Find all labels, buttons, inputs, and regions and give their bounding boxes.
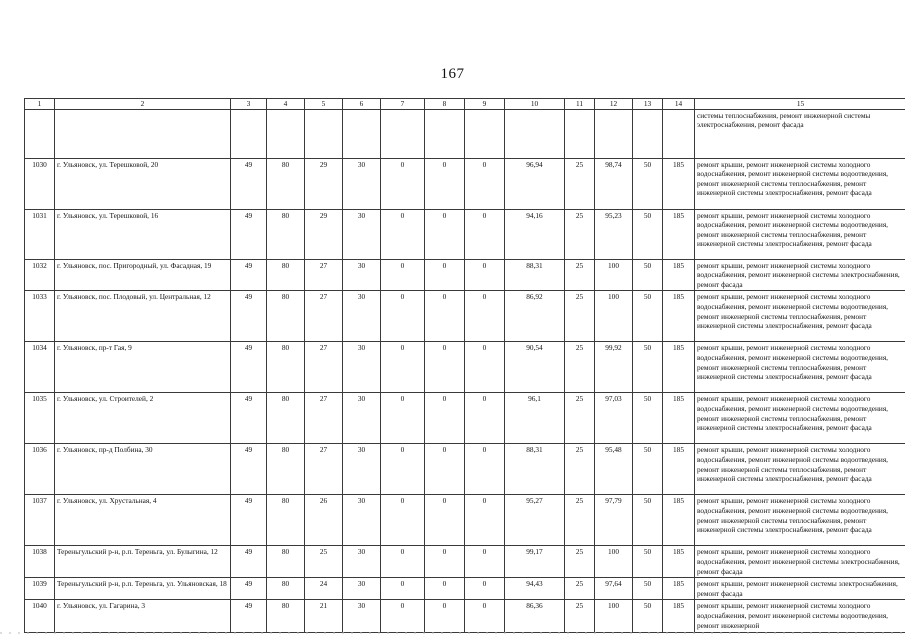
value-cell: 50 [633, 209, 663, 259]
value-cell: 27 [305, 393, 343, 444]
value-cell: 0 [425, 259, 465, 291]
value-cell: 185 [663, 393, 695, 444]
row-number: 1035 [25, 393, 55, 444]
value-cell: 0 [465, 291, 505, 342]
row-number: 1034 [25, 342, 55, 393]
value-cell: 0 [425, 291, 465, 342]
value-cell: 97,64 [595, 578, 633, 600]
value-cell: 49 [231, 259, 267, 291]
row-number: 1038 [25, 546, 55, 578]
work-list: ремонт крыши, ремонт инженерной системы холодного водоснабжения, ремонт инженерной системы электроснабжения, ремонт фасада [695, 259, 905, 291]
value-cell: 100 [595, 600, 633, 633]
row-number: 1030 [25, 158, 55, 209]
table-row [25, 600, 905, 633]
value-cell: 0 [381, 291, 425, 342]
value-cell: 97,79 [595, 495, 633, 546]
row-number: 1031 [25, 209, 55, 259]
value-cell: 80 [267, 393, 305, 444]
value-cell: 25 [305, 546, 343, 578]
value-cell: 50 [633, 259, 663, 291]
row-number: 1039 [25, 578, 55, 600]
work-list: ремонт крыши, ремонт инженерной системы холодного водоснабжения, ремонт инженерной системы водоотведения, ремонт инженерной [695, 600, 905, 633]
value-cell: 50 [633, 600, 663, 633]
value-cell: 30 [343, 291, 381, 342]
value-cell: 29 [305, 158, 343, 209]
work-list: ремонт крыши, ремонт инженерной системы электроснабжения, ремонт фасада [695, 578, 905, 600]
value-cell: 25 [565, 342, 595, 393]
continuation-row [25, 109, 905, 158]
scan-artifact [0, 632, 905, 634]
address-cell: Тереньгульский р-н, р.п. Тереньга, ул. Ульяновская, 18 [55, 578, 231, 600]
value-cell: 29 [305, 209, 343, 259]
value-cell: 25 [565, 495, 595, 546]
value-cell: 25 [565, 259, 595, 291]
value-cell: 25 [565, 578, 595, 600]
value-cell: 80 [267, 600, 305, 633]
value-cell: 25 [565, 158, 595, 209]
value-cell: 0 [465, 342, 505, 393]
header-cell: 10 [505, 99, 565, 110]
value-cell: 50 [633, 342, 663, 393]
value-cell: 0 [425, 209, 465, 259]
value-cell: 0 [381, 209, 425, 259]
header-cell: 1 [25, 99, 55, 110]
address-cell: г. Ульяновск, ул. Терешковой, 16 [55, 209, 231, 259]
value-cell: 185 [663, 600, 695, 633]
value-cell: 27 [305, 444, 343, 495]
value-cell: 0 [465, 393, 505, 444]
work-list: ремонт крыши, ремонт инженерной системы холодного водоснабжения, ремонт инженерной системы водоотведения, ремонт инженерной системы теплоснабжения, ремонт инженерной системы электроснабжения, ремонт фасада [695, 291, 905, 342]
work-list: ремонт крыши, ремонт инженерной системы холодного водоснабжения, ремонт инженерной системы электроснабжения, ремонт фасада [695, 546, 905, 578]
value-cell: 185 [663, 209, 695, 259]
value-cell: 185 [663, 578, 695, 600]
row-number: 1036 [25, 444, 55, 495]
table-row [25, 209, 905, 259]
value-cell: 80 [267, 259, 305, 291]
value-cell: 25 [565, 600, 595, 633]
value-cell: 96,1 [505, 393, 565, 444]
work-list: ремонт крыши, ремонт инженерной системы холодного водоснабжения, ремонт инженерной системы водоотведения, ремонт инженерной системы теплоснабжения, ремонт инженерной системы электроснабжения, ремонт фасада [695, 444, 905, 495]
work-list: ремонт крыши, ремонт инженерной системы холодного водоснабжения, ремонт инженерной системы водоотведения, ремонт инженерной системы теплоснабжения, ремонт инженерной системы электроснабжения, ремонт фасада [695, 158, 905, 209]
header-cell: 3 [231, 99, 267, 110]
repair-program-table [24, 98, 905, 633]
table-row [25, 342, 905, 393]
header-cell: 9 [465, 99, 505, 110]
header-cell: 13 [633, 99, 663, 110]
value-cell: 90,54 [505, 342, 565, 393]
value-cell: 49 [231, 546, 267, 578]
address-cell: г. Ульяновск, пос. Плодовый, ул. Центральная, 12 [55, 291, 231, 342]
value-cell: 27 [305, 259, 343, 291]
header-cell: 5 [305, 99, 343, 110]
value-cell: 0 [465, 546, 505, 578]
value-cell: 80 [267, 495, 305, 546]
value-cell: 100 [595, 291, 633, 342]
row-number: 1040 [25, 600, 55, 633]
value-cell: 50 [633, 444, 663, 495]
row-number: 1032 [25, 259, 55, 291]
value-cell: 25 [565, 393, 595, 444]
address-cell: г. Ульяновск, пр-д Полбина, 30 [55, 444, 231, 495]
value-cell: 185 [663, 444, 695, 495]
value-cell: 100 [595, 546, 633, 578]
value-cell: 25 [565, 444, 595, 495]
value-cell: 30 [343, 209, 381, 259]
value-cell: 25 [565, 291, 595, 342]
value-cell: 0 [465, 578, 505, 600]
work-list: ремонт крыши, ремонт инженерной системы холодного водоснабжения, ремонт инженерной системы водоотведения, ремонт инженерной системы теплоснабжения, ремонт инженерной системы электроснабжения, ремонт фасада [695, 495, 905, 546]
work-list: ремонт крыши, ремонт инженерной системы холодного водоснабжения, ремонт инженерной системы водоотведения, ремонт инженерной системы теплоснабжения, ремонт инженерной системы электроснабжения, ремонт фасада [695, 393, 905, 444]
value-cell: 30 [343, 495, 381, 546]
value-cell: 50 [633, 291, 663, 342]
value-cell: 30 [343, 444, 381, 495]
address-cell: г. Ульяновск, ул. Строителей, 2 [55, 393, 231, 444]
value-cell: 0 [425, 495, 465, 546]
value-cell: 27 [305, 342, 343, 393]
address-cell: г. Ульяновск, ул. Гагарина, 3 [55, 600, 231, 633]
value-cell: 27 [305, 291, 343, 342]
value-cell: 80 [267, 342, 305, 393]
value-cell: 95,27 [505, 495, 565, 546]
value-cell: 50 [633, 546, 663, 578]
header-cell: 11 [565, 99, 595, 110]
value-cell: 0 [465, 444, 505, 495]
value-cell: 96,94 [505, 158, 565, 209]
address-cell: г. Ульяновск, пос. Пригородный, ул. Фасадная, 19 [55, 259, 231, 291]
value-cell: 0 [465, 259, 505, 291]
page-number: 167 [440, 66, 465, 82]
address-cell: г. Ульяновск, ул. Терешковой, 20 [55, 158, 231, 209]
table-row [25, 444, 905, 495]
value-cell: 50 [633, 158, 663, 209]
value-cell: 30 [343, 342, 381, 393]
value-cell: 21 [305, 600, 343, 633]
value-cell: 80 [267, 444, 305, 495]
value-cell: 80 [267, 291, 305, 342]
header-cell: 2 [55, 99, 231, 110]
value-cell: 185 [663, 259, 695, 291]
value-cell: 86,36 [505, 600, 565, 633]
value-cell: 80 [267, 546, 305, 578]
work-list: системы теплоснабжения, ремонт инженерной системы электроснабжения, ремонт фасада [695, 109, 905, 158]
value-cell: 49 [231, 291, 267, 342]
value-cell: 30 [343, 600, 381, 633]
value-cell: 0 [465, 600, 505, 633]
row-number: 1033 [25, 291, 55, 342]
value-cell: 88,31 [505, 444, 565, 495]
work-list: ремонт крыши, ремонт инженерной системы холодного водоснабжения, ремонт инженерной системы водоотведения, ремонт инженерной системы теплоснабжения, ремонт инженерной системы электроснабжения, ремонт фасада [695, 209, 905, 259]
header-cell: 12 [595, 99, 633, 110]
value-cell: 100 [595, 259, 633, 291]
value-cell: 24 [305, 578, 343, 600]
address-cell: Тереньгульский р-н, р.п. Тереньга, ул. Булыгина, 12 [55, 546, 231, 578]
value-cell: 49 [231, 495, 267, 546]
value-cell: 0 [465, 209, 505, 259]
value-cell: 30 [343, 546, 381, 578]
table-row [25, 158, 905, 209]
table-row [25, 259, 905, 291]
value-cell: 0 [425, 158, 465, 209]
value-cell: 185 [663, 342, 695, 393]
value-cell: 0 [381, 444, 425, 495]
value-cell: 0 [465, 158, 505, 209]
value-cell: 49 [231, 342, 267, 393]
value-cell: 25 [565, 546, 595, 578]
value-cell: 30 [343, 259, 381, 291]
value-cell: 30 [343, 578, 381, 600]
header-cell: 4 [267, 99, 305, 110]
value-cell: 50 [633, 578, 663, 600]
value-cell: 0 [425, 342, 465, 393]
value-cell: 49 [231, 209, 267, 259]
address-cell: г. Ульяновск, ул. Хрустальная, 4 [55, 495, 231, 546]
value-cell: 0 [381, 495, 425, 546]
work-list: ремонт крыши, ремонт инженерной системы холодного водоснабжения, ремонт инженерной системы водоотведения, ремонт инженерной системы теплоснабжения, ремонт инженерной системы электроснабжения, ремонт фасада [695, 342, 905, 393]
value-cell: 80 [267, 578, 305, 600]
value-cell: 25 [565, 209, 595, 259]
header-cell: 15 [695, 99, 905, 110]
value-cell: 99,17 [505, 546, 565, 578]
table-row [25, 393, 905, 444]
value-cell: 0 [425, 600, 465, 633]
value-cell: 80 [267, 158, 305, 209]
header-row [25, 99, 905, 110]
value-cell: 94,43 [505, 578, 565, 600]
header-cell: 6 [343, 99, 381, 110]
value-cell: 185 [663, 158, 695, 209]
value-cell: 0 [425, 393, 465, 444]
address-cell: г. Ульяновск, пр-т Гая, 9 [55, 342, 231, 393]
value-cell: 97,03 [595, 393, 633, 444]
value-cell: 0 [381, 393, 425, 444]
value-cell: 185 [663, 291, 695, 342]
header-cell: 8 [425, 99, 465, 110]
value-cell: 49 [231, 600, 267, 633]
row-number: 1037 [25, 495, 55, 546]
value-cell: 0 [465, 495, 505, 546]
value-cell: 0 [381, 342, 425, 393]
value-cell: 95,48 [595, 444, 633, 495]
value-cell: 0 [381, 158, 425, 209]
value-cell: 0 [381, 546, 425, 578]
value-cell: 99,92 [595, 342, 633, 393]
value-cell: 0 [381, 259, 425, 291]
value-cell: 26 [305, 495, 343, 546]
header-cell: 7 [381, 99, 425, 110]
value-cell: 0 [425, 578, 465, 600]
value-cell: 0 [381, 578, 425, 600]
value-cell: 0 [381, 600, 425, 633]
value-cell: 50 [633, 495, 663, 546]
value-cell: 0 [425, 546, 465, 578]
table-row [25, 578, 905, 600]
header-cell: 14 [663, 99, 695, 110]
value-cell: 80 [267, 209, 305, 259]
value-cell: 0 [425, 444, 465, 495]
table-row [25, 546, 905, 578]
value-cell: 185 [663, 546, 695, 578]
value-cell: 50 [633, 393, 663, 444]
value-cell: 49 [231, 444, 267, 495]
value-cell: 49 [231, 393, 267, 444]
value-cell: 185 [663, 495, 695, 546]
value-cell: 86,92 [505, 291, 565, 342]
value-cell: 94,16 [505, 209, 565, 259]
value-cell: 98,74 [595, 158, 633, 209]
value-cell: 95,23 [595, 209, 633, 259]
table-row [25, 495, 905, 546]
table-row [25, 291, 905, 342]
value-cell: 49 [231, 578, 267, 600]
value-cell: 30 [343, 158, 381, 209]
value-cell: 49 [231, 158, 267, 209]
value-cell: 30 [343, 393, 381, 444]
value-cell: 88,31 [505, 259, 565, 291]
